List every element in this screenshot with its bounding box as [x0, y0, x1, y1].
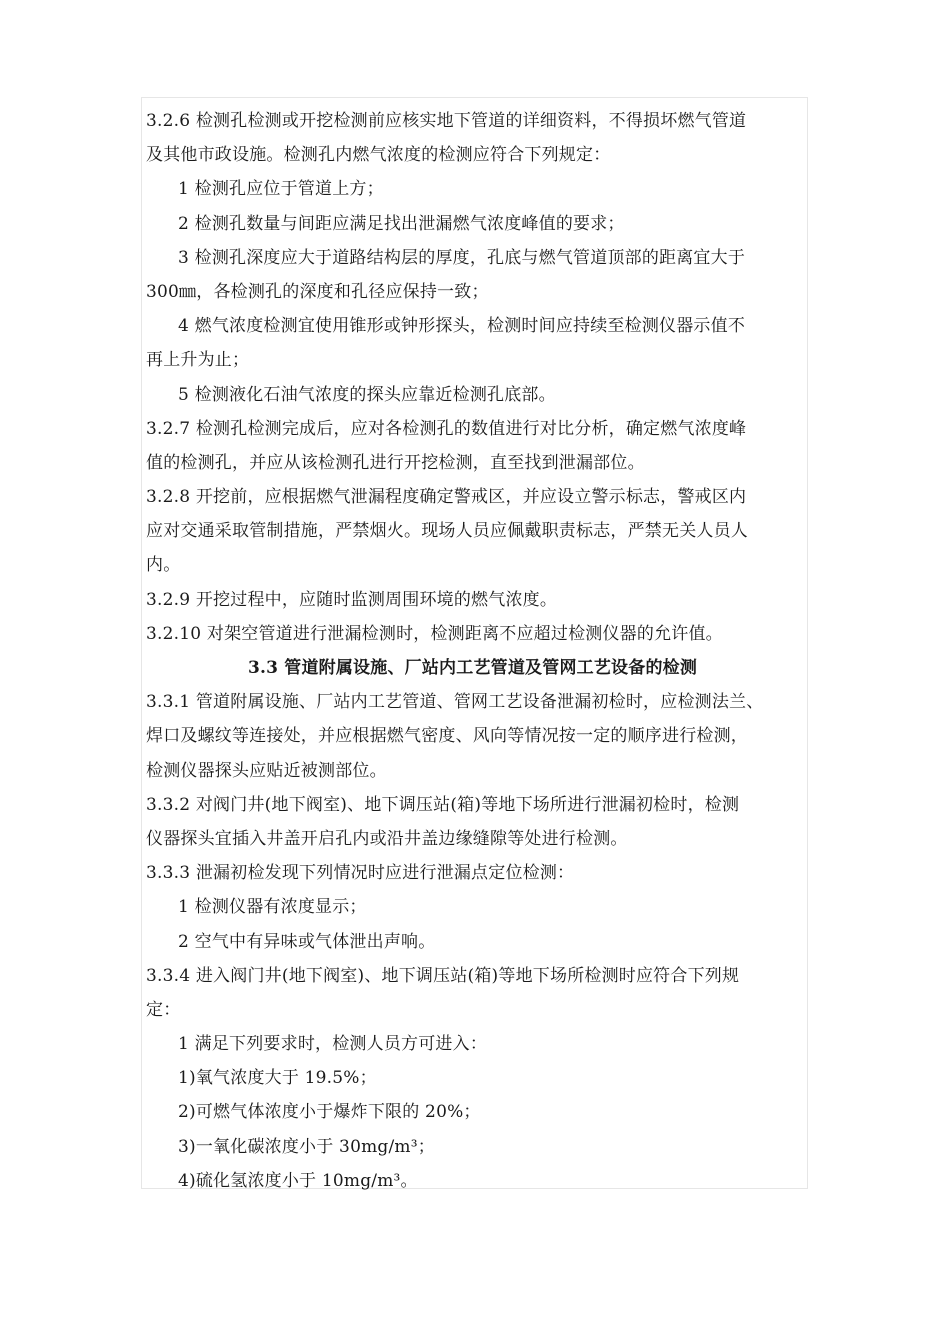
paragraph-3-3-3: 3.3.3 泄漏初检发现下列情况时应进行泄漏点定位检测：	[146, 863, 575, 884]
document-text-frame	[141, 97, 808, 1189]
sub-item-oxygen: 1)氧气浓度大于 19.5%；	[178, 1068, 377, 1089]
paragraph-3-3-1-line-3: 检测仪器探头应贴近被测部位。	[146, 760, 387, 781]
list-item-3-2-6-2: 2 检测孔数量与间距应满足找出泄漏燃气浓度峰值的要求；	[178, 213, 625, 234]
list-item-3-2-6-4-line-1: 4 燃气浓度检测宜使用锥形或钟形探头，检测时间应持续至检测仪器示值不	[178, 316, 746, 337]
paragraph-3-3-4-line-2: 定：	[146, 999, 181, 1020]
paragraph-3-3-2-line-2: 仪器探头宜插入井盖开启孔内或沿井盖边缘缝隙等处进行检测。	[146, 828, 628, 849]
paragraph-3-3-1-line-2: 焊口及螺纹等连接处，并应根据燃气密度、风向等情况按一定的顺序进行检测，	[146, 726, 748, 747]
paragraph-3-2-8-line-3: 内。	[146, 555, 181, 576]
paragraph-3-3-1-line-1: 3.3.1 管道附属设施、厂站内工艺管道、管网工艺设备泄漏初检时，应检测法兰、	[146, 692, 764, 713]
paragraph-3-2-8-line-1: 3.2.8 开挖前，应根据燃气泄漏程度确定警戒区，并应设立警示标志，警戒区内	[146, 487, 747, 508]
list-item-3-2-6-5: 5 检测液化石油气浓度的探头应靠近检测孔底部。	[178, 384, 556, 405]
paragraph-3-2-10: 3.2.10 对架空管道进行泄漏检测时，检测距离不应超过检测仪器的允许值。	[146, 623, 723, 644]
paragraph-3-3-4-line-1: 3.3.4 进入阀门井(地下阀室)、地下调压站(箱)等地下场所检测时应符合下列规	[146, 965, 740, 986]
sub-item-combustible-gas: 2)可燃气体浓度小于爆炸下限的 20%；	[178, 1102, 481, 1123]
sub-item-carbon-monoxide: 3)一氧化碳浓度小于 30mg/m³；	[178, 1136, 435, 1157]
paragraph-3-3-2-line-1: 3.3.2 对阀门井(地下阀室)、地下调压站(箱)等地下场所进行泄漏初检时，检测	[146, 794, 740, 815]
list-item-3-2-6-3-line-2: 300㎜，各检测孔的深度和孔径应保持一致；	[146, 281, 489, 302]
list-item-3-3-4-1: 1 满足下列要求时，检测人员方可进入：	[178, 1034, 488, 1055]
paragraph-3-2-6-line-1: 3.2.6 检测孔检测或开挖检测前应核实地下管道的详细资料，不得损坏燃气管道	[146, 111, 747, 131]
list-item-3-2-6-3-line-1: 3 检测孔深度应大于道路结构层的厚度，孔底与燃气管道顶部的距离宜大于	[178, 247, 746, 268]
paragraph-3-2-9: 3.2.9 开挖过程中，应随时监测周围环境的燃气浓度。	[146, 589, 558, 610]
section-heading-3-3: 3.3 管道附属设施、厂站内工艺管道及管网工艺设备的检测	[247, 658, 698, 678]
list-item-3-3-3-1: 1 检测仪器有浓度显示；	[178, 897, 367, 918]
list-item-3-2-6-1: 1 检测孔应位于管道上方；	[178, 179, 384, 200]
paragraph-3-2-7-line-2: 值的检测孔，并应从该检测孔进行开挖检测，直至找到泄漏部位。	[146, 452, 645, 473]
list-item-3-3-3-2: 2 空气中有异味或气体泄出声响。	[178, 931, 436, 952]
sub-item-hydrogen-sulfide: 4)硫化氢浓度小于 10mg/m³。	[178, 1170, 418, 1191]
paragraph-3-2-8-line-2: 应对交通采取管制措施，严禁烟火。现场人员应佩戴职责标志，严禁无关人员人	[146, 521, 748, 542]
paragraph-3-2-7-line-1: 3.2.7 检测孔检测完成后，应对各检测孔的数值进行对比分析，确定燃气浓度峰	[146, 418, 747, 439]
list-item-3-2-6-4-line-2: 再上升为止；	[146, 350, 250, 371]
paragraph-3-2-6-line-2: 及其他市政设施。检测孔内燃气浓度的检测应符合下列规定：	[146, 145, 611, 166]
